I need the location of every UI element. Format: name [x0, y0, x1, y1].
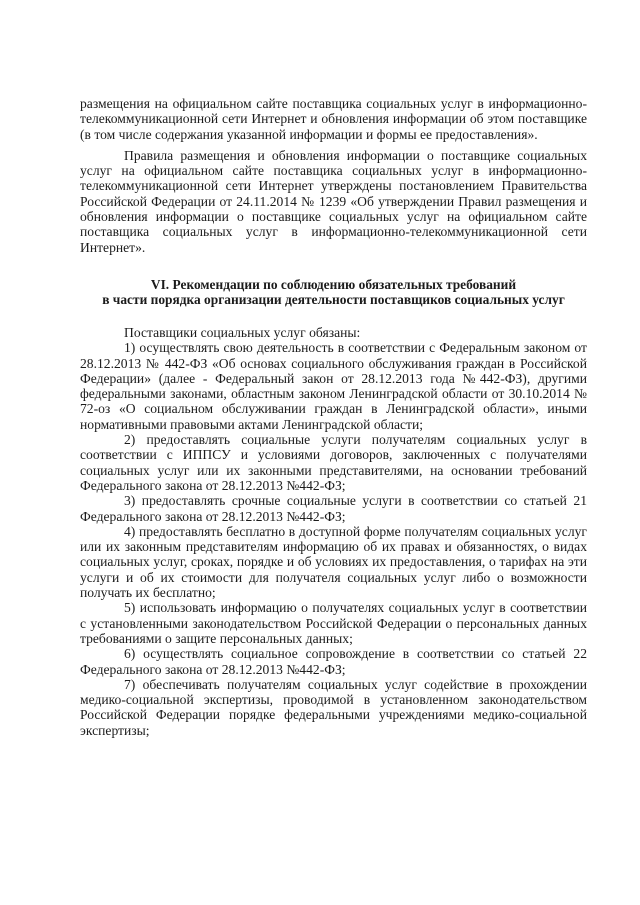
- section-heading-line-1: VI. Рекомендации по соблюдению обязательных требований: [150, 276, 517, 292]
- section-heading: [80, 277, 587, 308]
- list-item-1: 1) осуществлять свою деятельность в соответствии с Федеральным законом от 28.12.2013 № 442-ФЗ «Об основах социального обслуживания граждан в Российской Федерации» (далее - Федеральный закон от 28.12.2013 года №442-ФЗ), другими федеральными законами, областным законом Ленинградской области от 30.10.2014 № 72-оз «О социальном обслуживании граждан в Ленинградской области», иными нормативными правовыми актами Ленинградской области;: [80, 340, 587, 432]
- intro-paragraph-2: Правила размещения и обновления информации о поставщике социальных услуг на официальном сайте поставщика социальных услуг в информационно-телекоммуникационной сети Интернет утверждены постановлением Правительства Российской Федерации от 24.11.2014 № 1239 «Об утверждении Правил размещения и обновления информации о поставщике социальных услуг на официальном сайте поставщика социальных услуг в информационно-телекоммуникационной сети Интернет».: [80, 147, 587, 255]
- lead-in: Поставщики социальных услуг обязаны:: [124, 324, 361, 340]
- list-item-7: 7) обеспечивать получателям социальных услуг содействие в прохождении медико-социальной экспертизы, проводимой в установленном законодательством Российской Федерации порядке федеральными учреждениями медико-социальной экспертизы;: [80, 676, 587, 738]
- intro-paragraph-1: размещения на официальном сайте поставщика социальных услуг в информационно-телекоммуникационной сети Интернет и обновления информации об этом поставщике (в том числе содержания указанной информации и формы ее предоставления».: [80, 96, 587, 142]
- list-item-4: 4) предоставлять бесплатно в доступной форме получателям социальных услуг или их законным представителям информацию об их правах и обязанностях, о видах социальных услуг, сроках, порядке и об условиях их предоставления, о тарифах на эти услуги и об их стоимости для получателя социальных услуг либо о возможности получать их бесплатно;: [80, 523, 587, 601]
- list-item-6: 6) осуществлять социальное сопровождение в соответствии со статьей 22 Федерального закона от 28.12.2013 №442-ФЗ;: [80, 646, 587, 677]
- list-item-3: 3) предоставлять срочные социальные услуги в соответствии со статьей 21 Федерального закона от 28.12.2013 №442-ФЗ;: [80, 493, 587, 524]
- document-page: [80, 96, 587, 738]
- list-item-2: 2) предоставлять социальные услуги получателям социальных услуг в соответствии с ИППСУ и условиями договоров, заключенных с получателями социальных услуг или их законными представителями, на основании требований Федерального закона от 28.12.2013 №442-ФЗ;: [80, 432, 587, 493]
- list-item-5: 5) использовать информацию о получателях социальных услуг в соответствии с установленными законодательством Российской Федерации о персональных данных требованиями о защите персональных данных;: [80, 600, 587, 646]
- section-heading-line-2: в части порядка организации деятельности поставщиков социальных услуг: [102, 292, 565, 308]
